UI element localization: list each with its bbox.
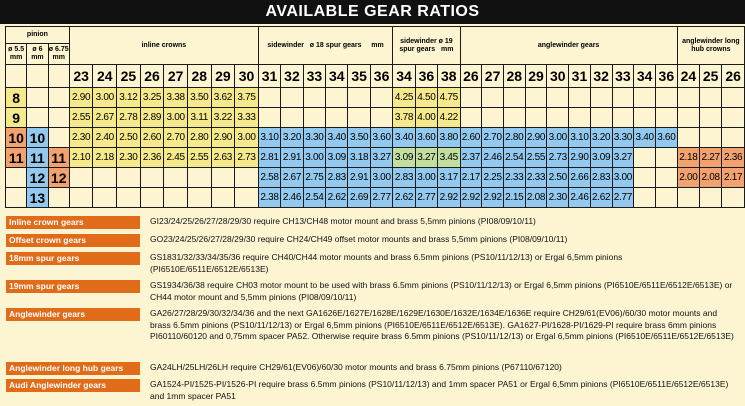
ratio-cell: 2.89 xyxy=(140,108,164,128)
tooth-count-header: 31 xyxy=(569,65,591,88)
ratio-cell xyxy=(722,88,745,108)
legend-text: GA1524-PI/1525-PI/1526-PI require brass 6.5mm pinions (PS10/11/12/13) and 1mm spacer PA51 or Ergal 6,5mm pinions (PI6510E/6511E/6512E/6513E) and 1mm spacer PA51 xyxy=(150,379,729,401)
ratio-cell: 2.78 xyxy=(117,108,141,128)
legend-text: GI23/24/25/26/27/28/29/30 require CH13/CH48 motor mount and brass 5,5mm pinions (PI08/09/10/11) xyxy=(150,216,536,226)
ratio-cell xyxy=(722,128,745,148)
pinion-group-header: pinion xyxy=(6,27,70,44)
ratio-cell: 2.80 xyxy=(187,128,211,148)
ratio-cell: 3.09 xyxy=(326,148,348,168)
ratio-cell: 3.11 xyxy=(187,108,211,128)
ratio-cell xyxy=(348,108,370,128)
ratio-cell: 2.70 xyxy=(482,128,504,148)
tooth-count-header: 23 xyxy=(69,65,93,88)
tooth-count-header: 33 xyxy=(612,65,634,88)
ratio-cell xyxy=(93,188,117,208)
ratio-cell xyxy=(326,88,348,108)
ratio-cell xyxy=(722,188,745,208)
tooth-count-header: 31 xyxy=(258,65,280,88)
tooth-count-header: 25 xyxy=(700,65,722,88)
ratio-cell: 2.18 xyxy=(677,148,699,168)
ratio-cell xyxy=(348,88,370,108)
ratio-cell: 2.46 xyxy=(569,188,591,208)
ratio-cell xyxy=(370,108,392,128)
pinion-cell: 9 xyxy=(6,108,27,128)
sidewinder18-group-header: sidewinder ø 18 spur gears mm xyxy=(258,27,392,65)
ratio-cell: 4.25 xyxy=(393,88,415,108)
tooth-count-header: 32 xyxy=(590,65,612,88)
ratio-cell xyxy=(164,168,188,188)
ratio-cell xyxy=(258,88,280,108)
ratio-cell: 2.50 xyxy=(117,128,141,148)
ratio-cell: 2.00 xyxy=(677,168,699,188)
ratio-cell: 3.10 xyxy=(258,128,280,148)
ratio-cell: 2.92 xyxy=(460,188,482,208)
ratio-cell: 3.00 xyxy=(235,128,259,148)
legend-text: GS1831/32/33/34/35/36 require CH40/CH44 motor mounts and brass 6.5mm pinions (PS10/11/12/13) or Ergal 6,5mm pinions (PI6510E/6511E/6512E/6513E) xyxy=(150,252,623,274)
ratio-cell: 2.90 xyxy=(525,128,547,148)
ratio-cell: 3.27 xyxy=(415,148,437,168)
inline-group-header: inline crowns xyxy=(69,27,258,65)
tooth-count-header: 36 xyxy=(415,65,437,88)
ratio-cell: 3.30 xyxy=(612,128,634,148)
ratio-cell xyxy=(503,108,525,128)
ratio-cell xyxy=(590,108,612,128)
ratio-cell xyxy=(303,108,325,128)
ratio-cell: 3.10 xyxy=(569,128,591,148)
ratio-cell xyxy=(700,108,722,128)
ratio-cell xyxy=(140,188,164,208)
ratio-cell: 2.80 xyxy=(503,128,525,148)
tooth-count-header: 34 xyxy=(393,65,415,88)
sidewinder19-group-header: sidewinder ø 19 spur gears mm xyxy=(393,27,460,65)
ratio-cell xyxy=(655,188,677,208)
ratio-cell: 2.17 xyxy=(460,168,482,188)
tooth-count-header: 27 xyxy=(164,65,188,88)
tooth-count-header: 29 xyxy=(525,65,547,88)
ratio-cell: 2.17 xyxy=(722,168,745,188)
tooth-count-header: 34 xyxy=(634,65,656,88)
ratio-cell xyxy=(370,88,392,108)
ratio-cell: 4.00 xyxy=(415,108,437,128)
legend-label: Audi Anglewinder gears xyxy=(6,379,140,392)
ratio-cell xyxy=(525,88,547,108)
ratio-cell: 2.91 xyxy=(348,168,370,188)
tooth-count-header: 35 xyxy=(348,65,370,88)
ratio-cell xyxy=(700,128,722,148)
ratio-cell xyxy=(503,88,525,108)
ratio-cell: 2.62 xyxy=(590,188,612,208)
ratio-cell: 3.60 xyxy=(655,128,677,148)
ratio-cell: 3.00 xyxy=(164,108,188,128)
ratio-cell xyxy=(634,108,656,128)
ratio-cell: 3.00 xyxy=(547,128,569,148)
ratio-cell xyxy=(634,188,656,208)
page-title: AVAILABLE GEAR RATIOS xyxy=(0,0,745,24)
ratio-cell: 3.12 xyxy=(117,88,141,108)
legend-label: 18mm spur gears xyxy=(6,252,140,265)
ratio-cell: 3.75 xyxy=(235,88,259,108)
ratio-cell: 2.40 xyxy=(93,128,117,148)
ratio-cell: 3.22 xyxy=(211,108,235,128)
tooth-count-header: 36 xyxy=(655,65,677,88)
ratio-cell: 3.40 xyxy=(393,128,415,148)
tooth-count-header: 30 xyxy=(547,65,569,88)
ratio-cell: 3.50 xyxy=(348,128,370,148)
ratio-cell xyxy=(677,128,699,148)
ratio-cell: 2.60 xyxy=(460,128,482,148)
tooth-count-header: 24 xyxy=(677,65,699,88)
ratio-cell: 4.50 xyxy=(415,88,437,108)
tooth-count-header: 34 xyxy=(326,65,348,88)
pinion-cell: 11 xyxy=(6,148,27,168)
pinion-empty-header xyxy=(6,65,27,88)
ratio-cell: 2.69 xyxy=(348,188,370,208)
ratio-cell xyxy=(569,108,591,128)
ratio-cell: 4.75 xyxy=(438,88,460,108)
ratio-cell: 2.46 xyxy=(281,188,303,208)
tooth-count-header: 28 xyxy=(503,65,525,88)
ratio-cell: 2.25 xyxy=(482,168,504,188)
ratio-cell: 3.62 xyxy=(211,88,235,108)
longhub-group-header: anglewinder long hub crowns xyxy=(677,27,744,65)
ratio-cell: 2.60 xyxy=(140,128,164,148)
ratio-cell xyxy=(69,168,93,188)
pinion-empty-header xyxy=(27,65,48,88)
ratio-cell: 3.00 xyxy=(370,168,392,188)
pinion-cell: 10 xyxy=(6,128,27,148)
pinion-cell xyxy=(6,168,27,188)
ratio-cell: 3.09 xyxy=(590,148,612,168)
tooth-count-header: 30 xyxy=(235,65,259,88)
ratio-cell: 3.18 xyxy=(348,148,370,168)
ratio-cell: 2.46 xyxy=(482,148,504,168)
ratio-cell xyxy=(677,88,699,108)
ratio-cell: 3.25 xyxy=(140,88,164,108)
ratio-cell: 2.92 xyxy=(482,188,504,208)
pinion-cell: 12 xyxy=(27,168,48,188)
ratio-cell: 2.10 xyxy=(69,148,93,168)
ratio-cell: 3.80 xyxy=(438,128,460,148)
ratio-cell xyxy=(460,88,482,108)
pinion-cell xyxy=(48,188,69,208)
ratio-cell: 3.33 xyxy=(235,108,259,128)
pinion-size-header: ø 6 mm xyxy=(27,44,48,65)
ratio-cell xyxy=(590,88,612,108)
ratio-cell xyxy=(612,108,634,128)
ratio-cell: 3.09 xyxy=(393,148,415,168)
ratio-cell xyxy=(634,148,656,168)
ratio-cell xyxy=(525,108,547,128)
ratio-cell: 2.27 xyxy=(700,148,722,168)
tooth-count-header: 26 xyxy=(460,65,482,88)
tooth-count-header: 24 xyxy=(93,65,117,88)
ratio-cell: 2.73 xyxy=(235,148,259,168)
ratio-cell xyxy=(700,188,722,208)
ratio-cell: 2.81 xyxy=(258,148,280,168)
ratio-cell: 3.20 xyxy=(281,128,303,148)
ratio-cell: 2.30 xyxy=(69,128,93,148)
ratio-cell xyxy=(569,88,591,108)
ratio-cell: 2.90 xyxy=(69,88,93,108)
ratio-cell xyxy=(655,168,677,188)
ratio-cell xyxy=(482,88,504,108)
ratio-cell: 3.30 xyxy=(303,128,325,148)
ratio-cell: 2.08 xyxy=(525,188,547,208)
legend-text: GA26/27/28/29/30/32/34/36 and the next GA1626E/1627E/1628E/1629E/1630E/1632E/1634E/1636E require CH29/61(EV06)/60/30 motor mounts and brass 6.5mm pinions (PS10/11/12/13) or Ergal 6,5mm pinions (PI6510E/6511E/6512E/6513E). GA1627-PI/1628-PI/1629-PI require brass 6mm pinions PI60110/60120 and 0,75mm spacer PA52. Otherwise require brass 6.5mm pinions (PS10/11/12/13) or Ergal 6,5mm pinions (PI6510E/6511E/6512E/6513E) xyxy=(150,308,734,341)
ratio-cell xyxy=(547,108,569,128)
ratio-cell xyxy=(722,108,745,128)
legend-text: GA24LH/25LH/26LH require CH29/61(EV06)/60/30 motor mounts and brass 6.75mm pinions (P67110/67120) xyxy=(150,362,562,372)
ratio-cell: 2.38 xyxy=(258,188,280,208)
ratio-cell: 2.45 xyxy=(164,148,188,168)
ratio-cell: 2.55 xyxy=(525,148,547,168)
pinion-size-header: ø 5.5 mm xyxy=(6,44,27,65)
ratio-cell xyxy=(258,108,280,128)
ratio-cell xyxy=(281,108,303,128)
ratio-cell xyxy=(164,188,188,208)
pinion-cell xyxy=(6,188,27,208)
ratio-cell: 2.33 xyxy=(503,168,525,188)
ratio-cell: 3.20 xyxy=(590,128,612,148)
ratio-cell xyxy=(547,88,569,108)
tooth-count-header: 27 xyxy=(482,65,504,88)
legend-label: 19mm spur gears xyxy=(6,280,140,293)
ratio-cell: 2.08 xyxy=(700,168,722,188)
ratio-cell: 2.62 xyxy=(393,188,415,208)
ratio-cell: 3.78 xyxy=(393,108,415,128)
ratio-cell: 2.33 xyxy=(525,168,547,188)
tooth-count-header: 26 xyxy=(722,65,745,88)
ratio-cell xyxy=(211,188,235,208)
ratio-cell: 2.90 xyxy=(569,148,591,168)
ratio-cell: 2.36 xyxy=(722,148,745,168)
tooth-count-header: 26 xyxy=(140,65,164,88)
legend-label: Anglewinder long hub gears xyxy=(6,362,140,375)
ratio-cell: 3.50 xyxy=(187,88,211,108)
pinion-empty-header xyxy=(48,65,69,88)
ratio-cell: 2.37 xyxy=(460,148,482,168)
tooth-count-header: 28 xyxy=(187,65,211,88)
ratio-cell xyxy=(460,108,482,128)
tooth-count-header: 38 xyxy=(438,65,460,88)
tooth-count-header: 25 xyxy=(117,65,141,88)
ratio-cell: 3.27 xyxy=(612,148,634,168)
ratio-cell xyxy=(303,88,325,108)
ratio-cell: 2.66 xyxy=(569,168,591,188)
ratio-cell: 3.60 xyxy=(415,128,437,148)
tooth-count-header: 32 xyxy=(281,65,303,88)
ratio-cell: 2.77 xyxy=(612,188,634,208)
ratio-cell xyxy=(634,88,656,108)
ratio-cell xyxy=(117,168,141,188)
ratio-cell: 2.36 xyxy=(140,148,164,168)
ratio-cell xyxy=(482,108,504,128)
ratio-cell: 2.83 xyxy=(326,168,348,188)
ratio-cell: 3.40 xyxy=(634,128,656,148)
ratio-cell xyxy=(634,168,656,188)
pinion-cell: 11 xyxy=(27,148,48,168)
tooth-count-header: 29 xyxy=(211,65,235,88)
pinion-cell xyxy=(27,108,48,128)
ratio-cell: 2.63 xyxy=(211,148,235,168)
ratio-cell xyxy=(235,168,259,188)
pinion-cell xyxy=(48,108,69,128)
ratio-cell: 2.50 xyxy=(547,168,569,188)
ratio-cell: 2.15 xyxy=(503,188,525,208)
ratio-cell: 3.00 xyxy=(303,148,325,168)
pinion-cell xyxy=(48,128,69,148)
pinion-cell: 13 xyxy=(27,188,48,208)
ratio-cell: 2.62 xyxy=(326,188,348,208)
ratio-cell: 2.18 xyxy=(93,148,117,168)
ratio-cell: 4.22 xyxy=(438,108,460,128)
ratio-cell: 2.91 xyxy=(281,148,303,168)
pinion-cell: 8 xyxy=(6,88,27,108)
ratio-cell: 3.40 xyxy=(326,128,348,148)
ratio-cell: 3.27 xyxy=(370,148,392,168)
legend-label: Anglewinder gears xyxy=(6,308,140,321)
pinion-cell: 11 xyxy=(48,148,69,168)
ratio-cell: 2.77 xyxy=(370,188,392,208)
ratio-cell: 2.55 xyxy=(187,148,211,168)
ratio-cell: 2.67 xyxy=(93,108,117,128)
ratio-cell: 2.75 xyxy=(303,168,325,188)
ratio-cell xyxy=(211,168,235,188)
ratio-cell: 2.70 xyxy=(164,128,188,148)
ratio-cell: 2.30 xyxy=(117,148,141,168)
ratio-cell: 2.90 xyxy=(211,128,235,148)
gear-ratio-table xyxy=(5,26,745,208)
ratio-cell xyxy=(69,188,93,208)
ratio-cell: 2.58 xyxy=(258,168,280,188)
ratio-cell: 3.45 xyxy=(438,148,460,168)
ratio-cell xyxy=(655,108,677,128)
pinion-cell: 10 xyxy=(27,128,48,148)
ratio-cell: 2.73 xyxy=(547,148,569,168)
ratio-cell: 2.54 xyxy=(303,188,325,208)
ratio-cell xyxy=(677,188,699,208)
ratio-cell: 3.60 xyxy=(370,128,392,148)
ratio-cell xyxy=(93,168,117,188)
pinion-cell xyxy=(27,88,48,108)
pinion-cell xyxy=(48,88,69,108)
tooth-count-header: 36 xyxy=(370,65,392,88)
legend-label: Offset crown gears xyxy=(6,234,140,247)
ratio-cell: 3.00 xyxy=(612,168,634,188)
pinion-size-header: ø 6.75 mm xyxy=(48,44,69,65)
ratio-cell: 2.83 xyxy=(590,168,612,188)
ratio-cell xyxy=(700,88,722,108)
ratio-cell: 2.67 xyxy=(281,168,303,188)
ratio-cell xyxy=(235,188,259,208)
ratio-cell: 3.17 xyxy=(438,168,460,188)
ratio-cell xyxy=(117,188,141,208)
ratio-cell: 3.00 xyxy=(93,88,117,108)
tooth-count-header: 33 xyxy=(303,65,325,88)
ratio-cell: 3.00 xyxy=(415,168,437,188)
ratio-cell xyxy=(612,88,634,108)
ratio-cell xyxy=(187,188,211,208)
ratio-cell xyxy=(326,108,348,128)
ratio-cell: 2.77 xyxy=(415,188,437,208)
ratio-cell xyxy=(281,88,303,108)
ratio-cell xyxy=(655,88,677,108)
ratio-cell xyxy=(655,148,677,168)
anglewinder-group-header: anglewinder gears xyxy=(460,27,677,65)
ratio-cell xyxy=(187,168,211,188)
ratio-cell: 2.30 xyxy=(547,188,569,208)
ratio-cell: 2.55 xyxy=(69,108,93,128)
ratio-cell xyxy=(140,168,164,188)
pinion-cell: 12 xyxy=(48,168,69,188)
ratio-cell: 2.83 xyxy=(393,168,415,188)
legend-text: GS1934/36/38 require CH03 motor mount to be used with brass 6.5mm pinions (PS10/11/12/13) or Ergal 6,5mm pinions (PI6510E/6511E/6512E/6513E) or CH44 motor mount and 5,5mm pinions (PI08/09/10/11) xyxy=(150,280,733,302)
legend-text: GO23/24/25/26/27/28/29/30 require CH24/CH49 offset motor mounts and brass 5,5mm pinions (PI08/09/10/11) xyxy=(150,234,568,244)
ratio-cell: 2.92 xyxy=(438,188,460,208)
ratio-cell: 2.54 xyxy=(503,148,525,168)
ratio-cell xyxy=(677,108,699,128)
ratio-cell: 3.38 xyxy=(164,88,188,108)
legend-label: Inline crown gears xyxy=(6,216,140,229)
